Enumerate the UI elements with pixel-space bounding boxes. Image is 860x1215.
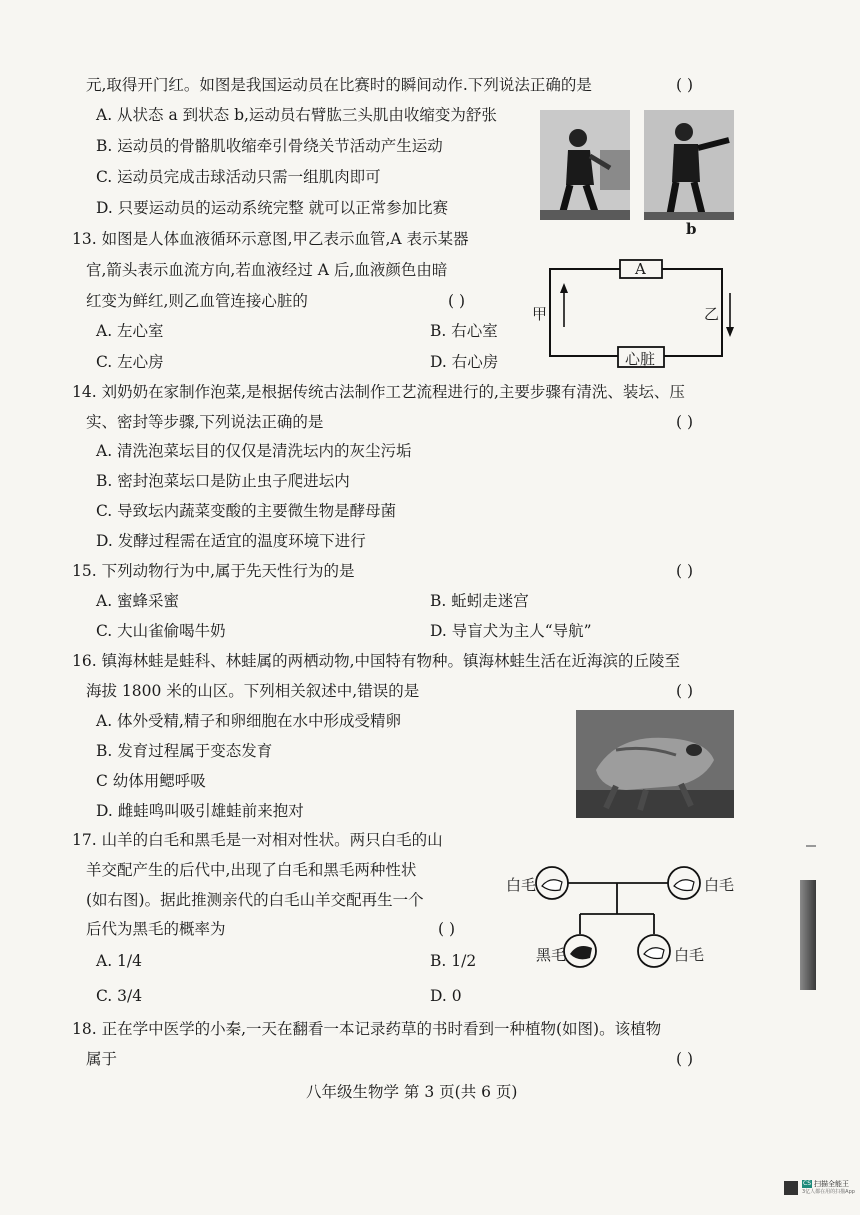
q14-answer-paren: ( ) [676,413,694,431]
q17-option-d: D. 0 [430,987,462,1005]
child-left-label: 黑毛 [536,946,567,964]
q15-option-d: D. 导盲犬为主人“导航” [430,622,592,640]
q18-line2: 属于 [86,1050,118,1068]
organ-a-label: A [635,260,646,278]
watermark-title: 扫描全能王 [814,1180,849,1188]
q13-line3: 红变为鲜红,则乙血管连接心脏的 [86,292,308,310]
q13-option-a: A. 左心室 [96,322,164,340]
q18-answer-paren: ( ) [676,1050,694,1068]
q15-option-c: C. 大山雀偷喝牛奶 [96,622,226,640]
q13-option-d: D. 右心房 [430,353,499,371]
scan-edge-shadow [800,880,816,990]
parent-left-label: 白毛 [506,876,537,894]
q13-option-c: C. 左心房 [96,353,164,371]
q12-option-c: C. 运动员完成击球活动只需一组肌肉即可 [96,168,381,186]
q18-line1: 18. 正在学中医学的小秦,一天在翻看一本记录药草的书时看到一种植物(如图)。该植物 [72,1020,662,1038]
q16-line1: 16. 镇海林蛙是蛙科、林蛙属的两栖动物,中国特有物种。镇海林蛙生活在近海滨的丘陵至 [72,652,681,670]
q17-answer-paren: ( ) [438,920,456,938]
page-footer: 八年级生物学 第 3 页(共 6 页) [306,1083,518,1101]
q17-option-c: C. 3/4 [96,987,143,1005]
q14-option-a: A. 清洗泡菜坛目的仅仅是清洗坛内的灰尘污垢 [96,442,412,460]
q15-answer-paren: ( ) [676,562,694,580]
heart-label: 心脏 [625,350,656,368]
frog-figure [576,710,734,818]
parent-right-label: 白毛 [704,876,735,894]
circulation-diagram [532,255,747,370]
athlete-photo-a [540,110,630,220]
q12-option-a: A. 从状态 a 到状态 b,运动员右臂肱三头肌由收缩变为舒张 [96,106,497,124]
q13-option-b: B. 右心室 [430,322,498,340]
q13-line2: 官,箭头表示血流方向,若血液经过 A 后,血液颜色由暗 [86,261,448,279]
q16-option-a: A. 体外受精,精子和卵细胞在水中形成受精卵 [96,712,401,730]
watermark-text [802,1180,855,1196]
vessel-jia-label: 甲 [532,305,548,323]
q15-option-b: B. 蚯蚓走迷宫 [430,592,529,610]
q14-option-d: D. 发酵过程需在适宜的温度环境下进行 [96,532,366,550]
q16-option-b: B. 发育过程属于变态发育 [96,742,273,760]
athlete-figure-a [540,110,630,220]
watermark-badge: CS [803,1180,811,1187]
q14-line1: 14. 刘奶奶在家制作泡菜,是根据传统古法制作工艺流程进行的,主要步骤有清洗、装坛、压 [72,383,685,401]
q12-answer-paren: ( ) [676,76,694,94]
photo-label-b: b [686,220,697,238]
athlete-photo-b [644,110,734,220]
q14-option-b: B. 密封泡菜坛口是防止虫子爬进坛内 [96,472,350,490]
scanner-watermark [784,1180,855,1196]
q14-line2: 实、密封等步骤,下列说法正确的是 [86,413,324,431]
q17-option-a: A. 1/4 [96,952,142,970]
vessel-yi-label: 乙 [704,305,720,323]
child-right-label: 白毛 [674,946,705,964]
watermark-subtitle: 3亿人都在用的扫描App [802,1189,855,1195]
q15-option-a: A. 蜜蜂采蜜 [96,592,180,610]
q17-option-b: B. 1/2 [430,952,477,970]
athlete-figure-b [644,110,734,220]
q14-option-c: C. 导致坛内蔬菜变酸的主要微生物是酵母菌 [96,502,397,520]
q16-answer-paren: ( ) [676,682,694,700]
q17-line3: (如右图)。据此推测亲代的白毛山羊交配再生一个 [86,891,424,909]
q17-line4: 后代为黑毛的概率为 [86,920,226,938]
q16-option-d: D. 雌蛙鸣叫吸引雄蛙前来抱对 [96,802,304,820]
q12-line1: 元,取得开门红。如图是我国运动员在比赛时的瞬间动作.下列说法正确的是 [86,76,592,94]
qr-code-icon [784,1181,798,1195]
q16-line2: 海拔 1800 米的山区。下列相关叙述中,错误的是 [86,682,420,700]
q15-line1: 15. 下列动物行为中,属于先天性行为的是 [72,562,355,580]
q12-option-b: B. 运动员的骨骼肌收缩牵引骨绕关节活动产生运动 [96,137,443,155]
q17-line2: 羊交配产生的后代中,出现了白毛和黑毛两种性状 [86,861,417,879]
q13-line1: 13. 如图是人体血液循环示意图,甲乙表示血管,A 表示某器 [72,230,469,248]
goat-pedigree-diagram [506,856,746,976]
q16-option-c: C 幼体用鳃呼吸 [96,772,206,790]
frog-photo [576,710,734,818]
q17-line1: 17. 山羊的白毛和黑毛是一对相对性状。两只白毛的山 [72,831,443,849]
q12-option-d: D. 只要运动员的运动系统完整 就可以正常参加比赛 [96,199,449,217]
scan-edge-mark [806,845,816,847]
q13-answer-paren: ( ) [448,292,466,310]
